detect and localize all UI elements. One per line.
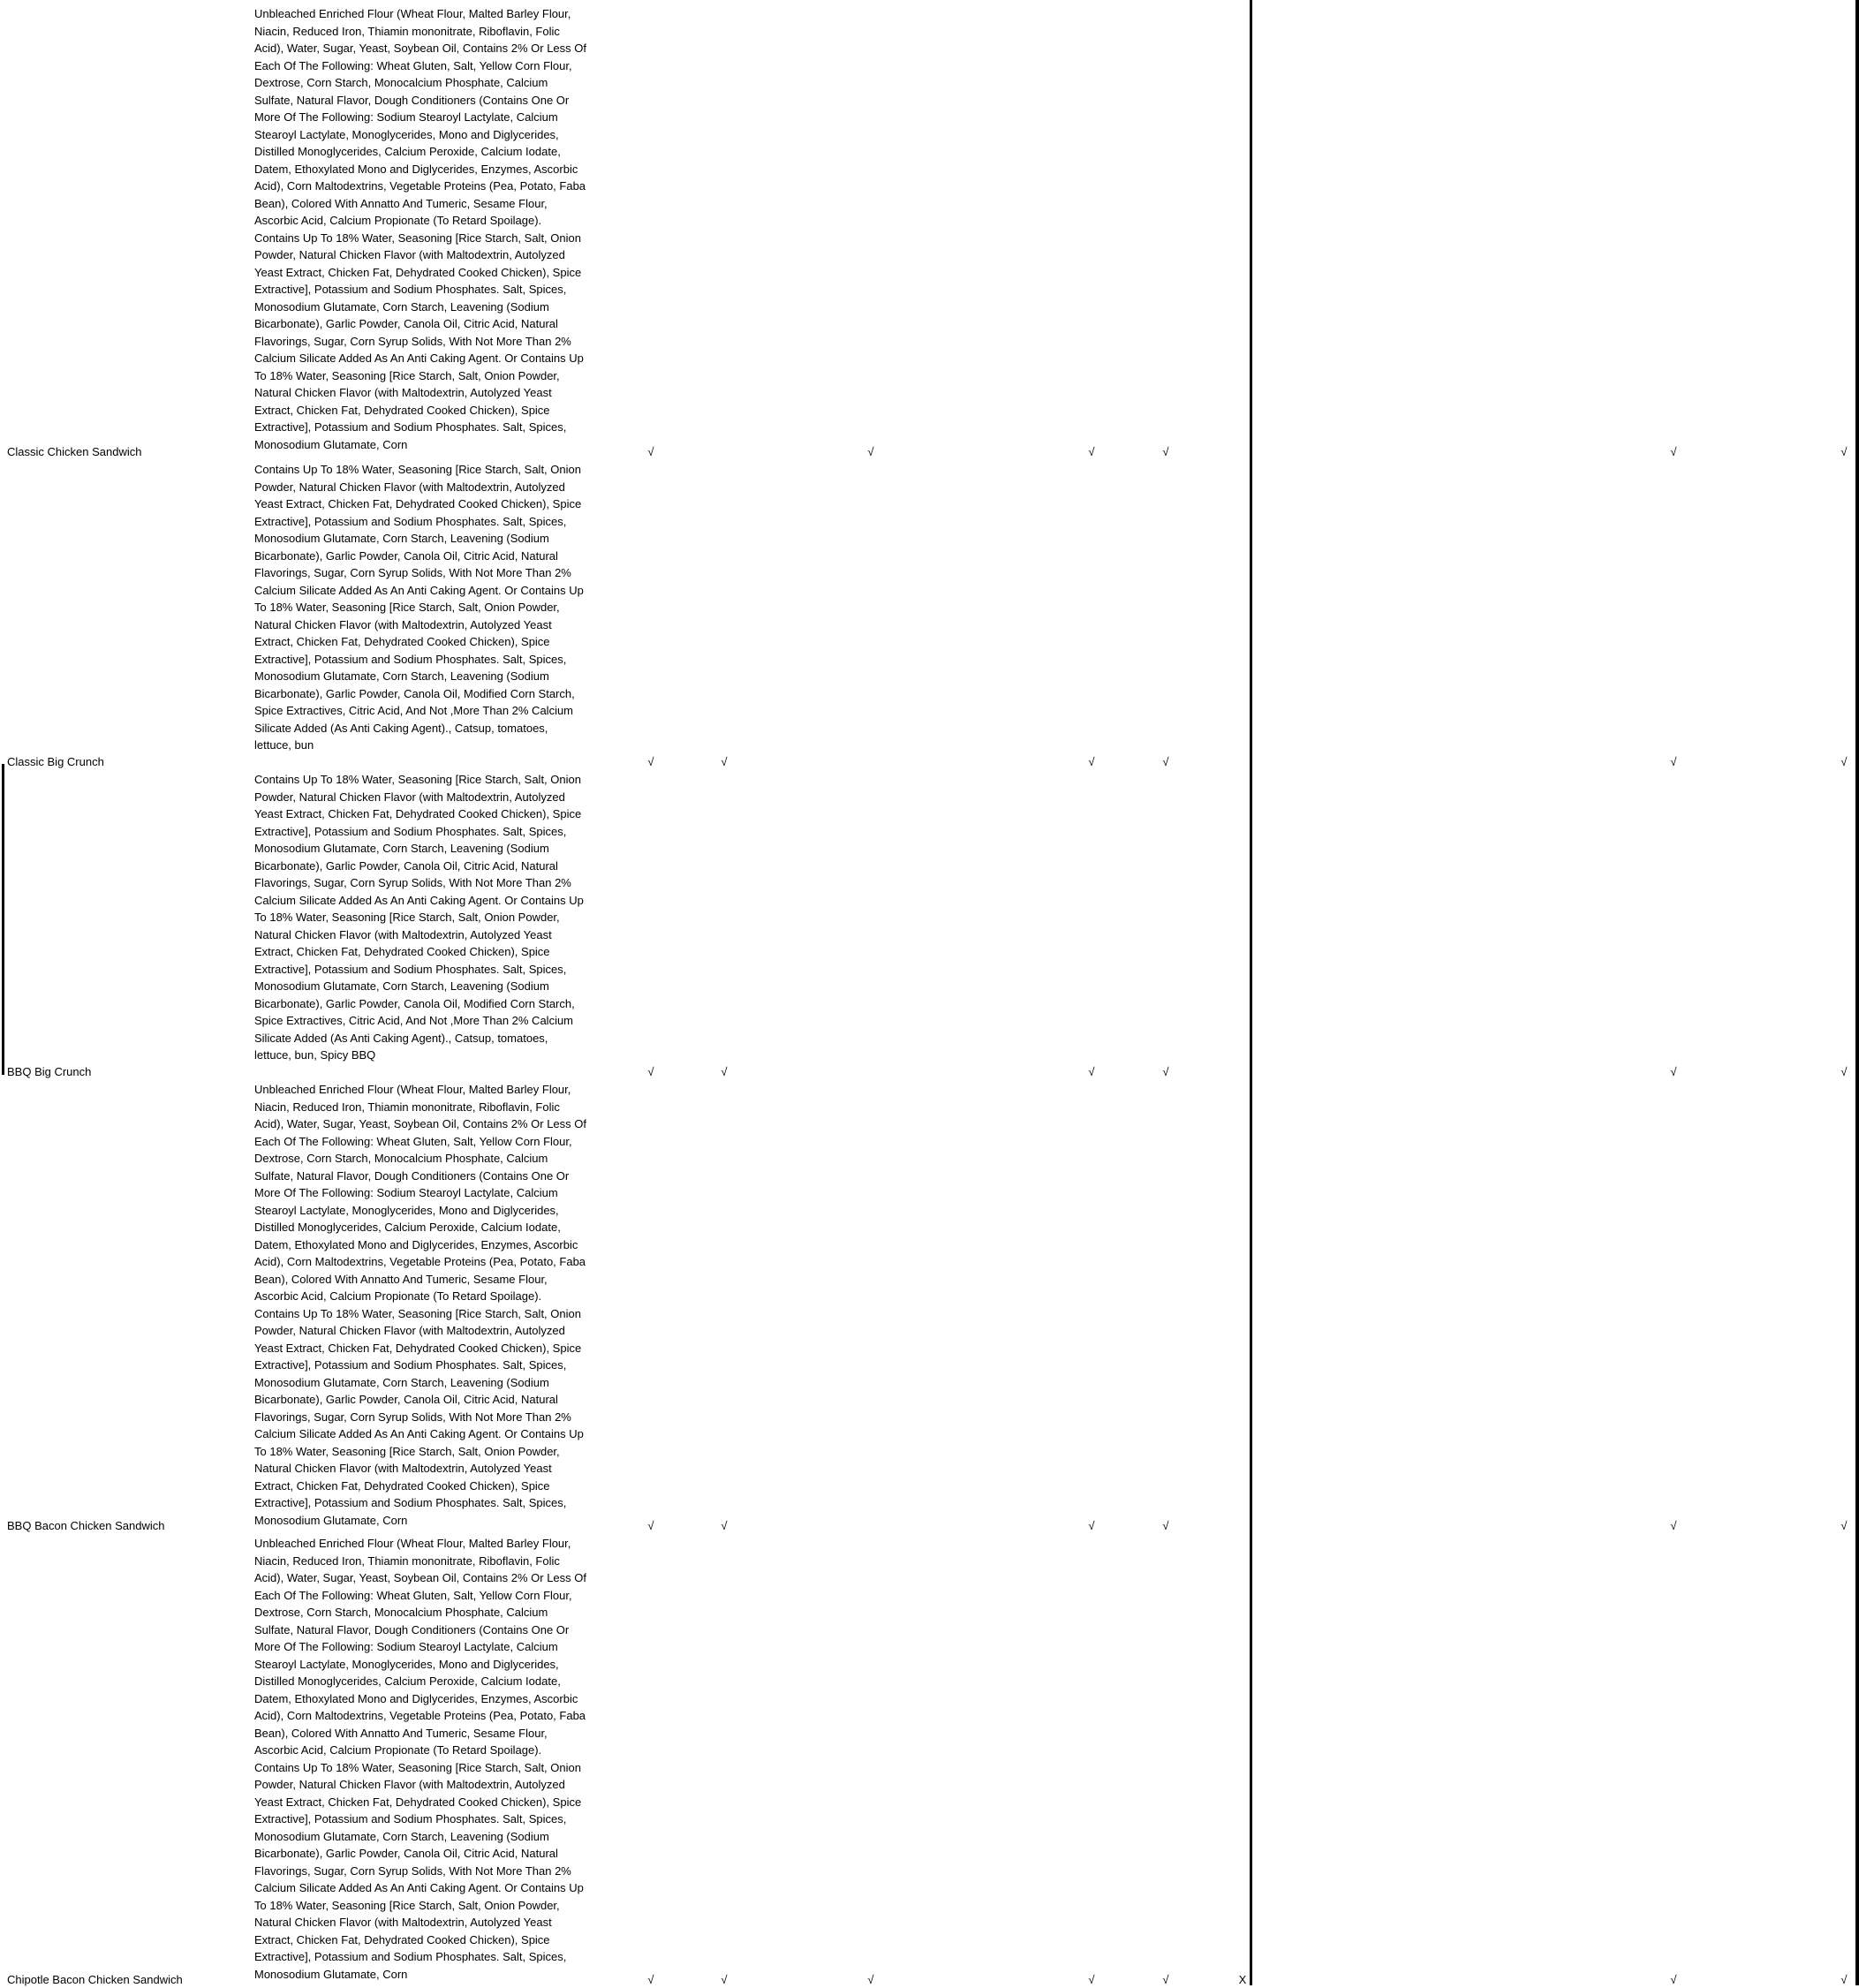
allergen-x-mark[interactable]: X bbox=[1236, 1971, 1249, 1988]
allergen-check-mark[interactable]: √ bbox=[645, 1971, 657, 1988]
allergen-check-mark[interactable]: √ bbox=[1838, 753, 1850, 771]
allergen-check-mark[interactable]: √ bbox=[1160, 1971, 1172, 1988]
allergen-check-mark[interactable]: √ bbox=[1667, 443, 1680, 461]
allergen-check-mark[interactable]: √ bbox=[1667, 1971, 1680, 1988]
allergen-check-mark[interactable]: √ bbox=[645, 1063, 657, 1081]
ingredients-cell[interactable]: Unbleached Enriched Flour (Wheat Flour, Malted Barley Flour, Niacin, Reduced Iron, Thiamin mononitrate, Riboflavin, Folic Acid), Water, Sugar, Yeast, Soybean Oil, Contains 2% Or Less Of Each Of The Following: Wheat Gluten, Salt, Yellow Corn Flour, Dextrose, Corn Starch, Monocalcium Phosphate, Calcium Sulfate, Natural Flavor, Dough Conditioners (Contains One Or More Of The Following: Sodium Stearoyl Lactylate, Calcium Stearoyl Lactylate, Monoglycerides, Mono and Diglycerides, Distilled Monoglycerides, Calcium Peroxide, Calcium Iodate, Datem, Ethoxylated Mono and Diglycerides, Enzymes, Ascorbic Acid), Corn Maltodextrins, Vegetable Proteins (Pea, Potato, Faba Bean), Colored With Annatto And Tumeric, Sesame Flour, Ascorbic Acid, Calcium Propionate (To Retard Spoilage). Contains Up To 18% Water, Seasoning [Rice Starch, Salt, Onion Powder, Natural Chicken Flavor (with Maltodextrin, Autolyzed Yeast Extract, Chicken Fat, Dehydrated Cooked Chicken), Spice Extractive], Potassium and Sodium Phosphates. Salt, Spices, Monosodium Glutamate, Corn Starch, Leavening (Sodium Bicarbonate), Garlic Powder, Canola Oil, Citric Acid, Natural Flavorings, Sugar, Corn Syrup Solids, With Not More Than 2% Calcium Silicate Added As An Anti Caking Agent. Or Contains Up To 18% Water, Seasoning [Rice Starch, Salt, Onion Powder, Natural Chicken Flavor (with Maltodextrin, Autolyzed Yeast Extract, Chicken Fat, Dehydrated Cooked Chicken), Spice Extractive], Potassium and Sodium Phosphates. Salt, Spices, Monosodium Glutamate, Corn bbox=[254, 5, 586, 460]
allergen-check-mark[interactable]: √ bbox=[1160, 753, 1172, 771]
table-row bbox=[0, 1530, 1859, 1983]
allergen-check-mark[interactable]: √ bbox=[1667, 1517, 1680, 1535]
ingredients-cell[interactable]: Contains Up To 18% Water, Seasoning [Rice Starch, Salt, Onion Powder, Natural Chicken Flavor (with Maltodextrin, Autolyzed Yeast Extract, Chicken Fat, Dehydrated Cooked Chicken), Spice Extractive], Potassium and Sodium Phosphates. Salt, Spices, Monosodium Glutamate, Corn Starch, Leavening (Sodium Bicarbonate), Garlic Powder, Canola Oil, Citric Acid, Natural Flavorings, Sugar, Corn Syrup Solids, With Not More Than 2% Calcium Silicate Added As An Anti Caking Agent. Or Contains Up To 18% Water, Seasoning [Rice Starch, Salt, Onion Powder, Natural Chicken Flavor (with Maltodextrin, Autolyzed Yeast Extract, Chicken Fat, Dehydrated Cooked Chicken), Spice Extractive], Potassium and Sodium Phosphates. Salt, Spices, Monosodium Glutamate, Corn Starch, Leavening (Sodium Bicarbonate), Garlic Powder, Canola Oil, Modified Corn Starch, Spice Extractives, Citric Acid, And Not ,More Than 2% Calcium Silicate Added (As Anti Caking Agent)., Catsup, tomatoes, lettuce, bun bbox=[254, 461, 586, 770]
allergen-check-mark[interactable]: √ bbox=[1085, 753, 1098, 771]
ingredients-cell[interactable]: Contains Up To 18% Water, Seasoning [Rice Starch, Salt, Onion Powder, Natural Chicken Flavor (with Maltodextrin, Autolyzed Yeast Extract, Chicken Fat, Dehydrated Cooked Chicken), Spice Extractive], Potassium and Sodium Phosphates. Salt, Spices, Monosodium Glutamate, Corn Starch, Leavening (Sodium Bicarbonate), Garlic Powder, Canola Oil, Citric Acid, Natural Flavorings, Sugar, Corn Syrup Solids, With Not More Than 2% Calcium Silicate Added As An Anti Caking Agent. Or Contains Up To 18% Water, Seasoning [Rice Starch, Salt, Onion Powder, Natural Chicken Flavor (with Maltodextrin, Autolyzed Yeast Extract, Chicken Fat, Dehydrated Cooked Chicken), Spice Extractive], Potassium and Sodium Phosphates. Salt, Spices, Monosodium Glutamate, Corn Starch, Leavening (Sodium Bicarbonate), Garlic Powder, Canola Oil, Modified Corn Starch, Spice Extractives, Citric Acid, And Not ,More Than 2% Calcium Silicate Added (As Anti Caking Agent)., Catsup, tomatoes, lettuce, bun, Spicy BBQ bbox=[254, 771, 586, 1080]
allergen-check-mark[interactable]: √ bbox=[718, 1063, 730, 1081]
menu-item-name[interactable]: Classic Big Crunch bbox=[7, 753, 104, 771]
allergen-check-mark[interactable]: √ bbox=[1838, 1063, 1850, 1081]
allergen-check-mark[interactable]: √ bbox=[1085, 1517, 1098, 1535]
ingredients-cell[interactable]: Unbleached Enriched Flour (Wheat Flour, Malted Barley Flour, Niacin, Reduced Iron, Thiamin mononitrate, Riboflavin, Folic Acid), Water, Sugar, Yeast, Soybean Oil, Contains 2% Or Less Of Each Of The Following: Wheat Gluten, Salt, Yellow Corn Flour, Dextrose, Corn Starch, Monocalcium Phosphate, Calcium Sulfate, Natural Flavor, Dough Conditioners (Contains One Or More Of The Following: Sodium Stearoyl Lactylate, Calcium Stearoyl Lactylate, Monoglycerides, Mono and Diglycerides, Distilled Monoglycerides, Calcium Peroxide, Calcium Iodate, Datem, Ethoxylated Mono and Diglycerides, Enzymes, Ascorbic Acid), Corn Maltodextrins, Vegetable Proteins (Pea, Potato, Faba Bean), Colored With Annatto And Tumeric, Sesame Flour, Ascorbic Acid, Calcium Propionate (To Retard Spoilage). Contains Up To 18% Water, Seasoning [Rice Starch, Salt, Onion Powder, Natural Chicken Flavor (with Maltodextrin, Autolyzed Yeast Extract, Chicken Fat, Dehydrated Cooked Chicken), Spice Extractive], Potassium and Sodium Phosphates. Salt, Spices, Monosodium Glutamate, Corn Starch, Leavening (Sodium Bicarbonate), Garlic Powder, Canola Oil, Citric Acid, Natural Flavorings, Sugar, Corn Syrup Solids, With Not More Than 2% Calcium Silicate Added As An Anti Caking Agent. Or Contains Up To 18% Water, Seasoning [Rice Starch, Salt, Onion Powder, Natural Chicken Flavor (with Maltodextrin, Autolyzed Yeast Extract, Chicken Fat, Dehydrated Cooked Chicken), Spice Extractive], Potassium and Sodium Phosphates. Salt, Spices, Monosodium Glutamate, Corn bbox=[254, 1535, 586, 1988]
table-row bbox=[0, 1076, 1859, 1529]
menu-item-name[interactable]: BBQ Bacon Chicken Sandwich bbox=[7, 1517, 164, 1535]
menu-item-name[interactable]: Classic Chicken Sandwich bbox=[7, 443, 141, 461]
allergen-check-mark[interactable]: √ bbox=[1160, 443, 1172, 461]
allergen-check-mark[interactable]: √ bbox=[1160, 1063, 1172, 1081]
ingredients-cell[interactable]: Unbleached Enriched Flour (Wheat Flour, Malted Barley Flour, Niacin, Reduced Iron, Thiamin mononitrate, Riboflavin, Folic Acid), Water, Sugar, Yeast, Soybean Oil, Contains 2% Or Less Of Each Of The Following: Wheat Gluten, Salt, Yellow Corn Flour, Dextrose, Corn Starch, Monocalcium Phosphate, Calcium Sulfate, Natural Flavor, Dough Conditioners (Contains One Or More Of The Following: Sodium Stearoyl Lactylate, Calcium Stearoyl Lactylate, Monoglycerides, Mono and Diglycerides, Distilled Monoglycerides, Calcium Peroxide, Calcium Iodate, Datem, Ethoxylated Mono and Diglycerides, Enzymes, Ascorbic Acid), Corn Maltodextrins, Vegetable Proteins (Pea, Potato, Faba Bean), Colored With Annatto And Tumeric, Sesame Flour, Ascorbic Acid, Calcium Propionate (To Retard Spoilage). Contains Up To 18% Water, Seasoning [Rice Starch, Salt, Onion Powder, Natural Chicken Flavor (with Maltodextrin, Autolyzed Yeast Extract, Chicken Fat, Dehydrated Cooked Chicken), Spice Extractive], Potassium and Sodium Phosphates. Salt, Spices, Monosodium Glutamate, Corn Starch, Leavening (Sodium Bicarbonate), Garlic Powder, Canola Oil, Citric Acid, Natural Flavorings, Sugar, Corn Syrup Solids, With Not More Than 2% Calcium Silicate Added As An Anti Caking Agent. Or Contains Up To 18% Water, Seasoning [Rice Starch, Salt, Onion Powder, Natural Chicken Flavor (with Maltodextrin, Autolyzed Yeast Extract, Chicken Fat, Dehydrated Cooked Chicken), Spice Extractive], Potassium and Sodium Phosphates. Salt, Spices, Monosodium Glutamate, Corn bbox=[254, 1081, 586, 1534]
table-row bbox=[0, 0, 1859, 455]
allergen-check-mark[interactable]: √ bbox=[1667, 753, 1680, 771]
allergen-check-mark[interactable]: √ bbox=[718, 1517, 730, 1535]
allergen-check-mark[interactable]: √ bbox=[645, 1517, 657, 1535]
allergen-check-mark[interactable]: √ bbox=[718, 753, 730, 771]
allergen-check-mark[interactable]: √ bbox=[645, 443, 657, 461]
table-row bbox=[0, 766, 1859, 1075]
allergen-check-mark[interactable]: √ bbox=[1838, 1971, 1850, 1988]
allergen-check-mark[interactable]: √ bbox=[865, 443, 877, 461]
allergen-check-mark[interactable]: √ bbox=[718, 1971, 730, 1988]
allergen-check-mark[interactable]: √ bbox=[1667, 1063, 1680, 1081]
menu-item-name[interactable]: BBQ Big Crunch bbox=[7, 1063, 91, 1081]
table-row bbox=[0, 456, 1859, 765]
allergen-check-mark[interactable]: √ bbox=[645, 753, 657, 771]
allergen-check-mark[interactable]: √ bbox=[1838, 443, 1850, 461]
menu-item-name[interactable]: Chipotle Bacon Chicken Sandwich bbox=[7, 1971, 183, 1988]
allergen-check-mark[interactable]: √ bbox=[865, 1971, 877, 1988]
allergen-check-mark[interactable]: √ bbox=[1160, 1517, 1172, 1535]
allergen-check-mark[interactable]: √ bbox=[1085, 443, 1098, 461]
allergen-check-mark[interactable]: √ bbox=[1085, 1971, 1098, 1988]
allergen-check-mark[interactable]: √ bbox=[1085, 1063, 1098, 1081]
allergen-check-mark[interactable]: √ bbox=[1838, 1517, 1850, 1535]
